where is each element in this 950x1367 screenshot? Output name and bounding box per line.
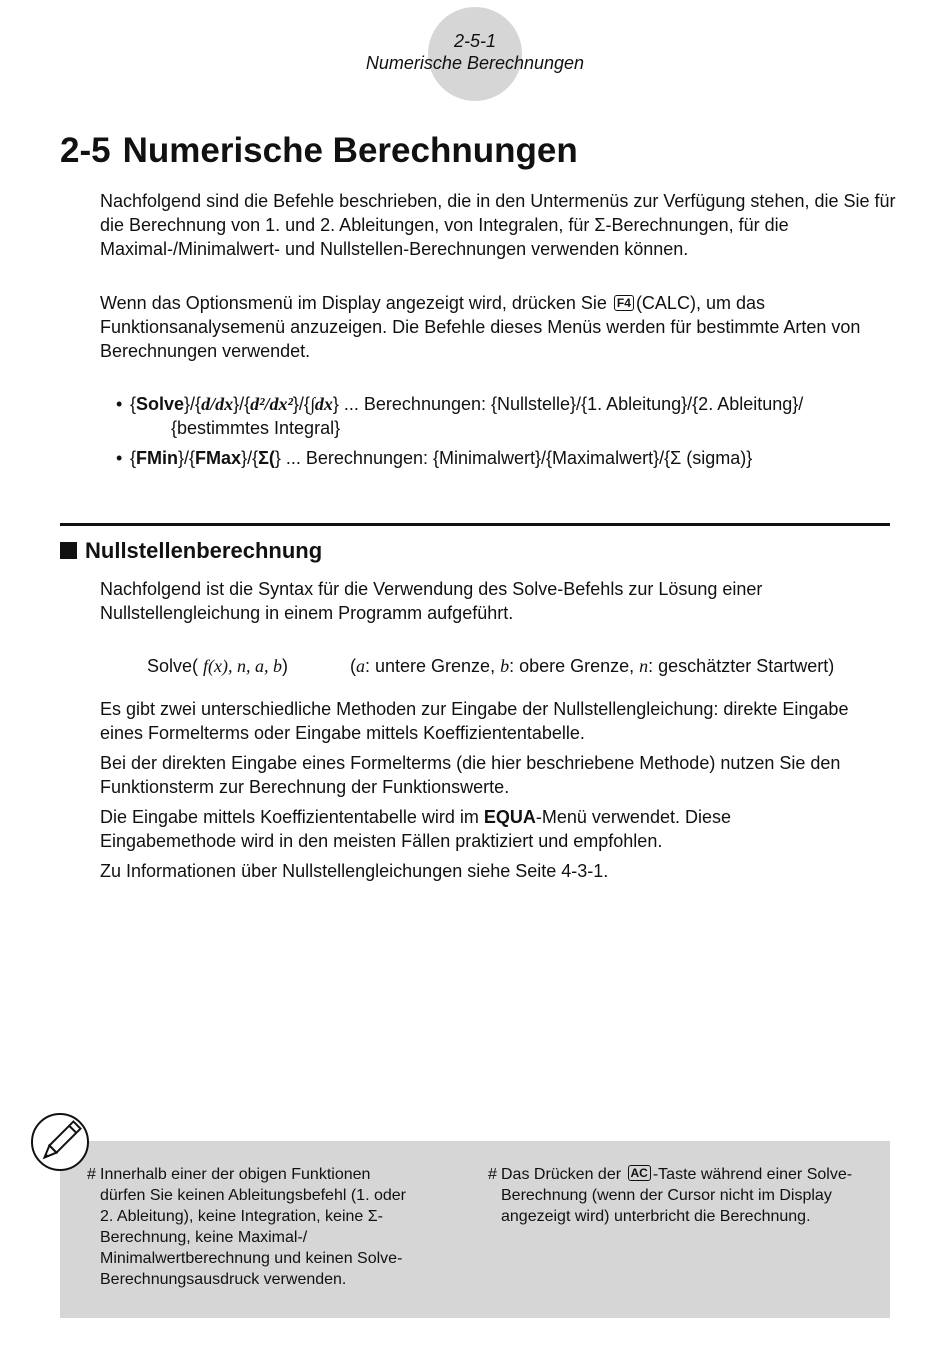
cmd-integral: ∫dx	[309, 394, 333, 414]
section-paragraph-3: Die Eingabe mittels Koeffiziententabelle wird im EQUA-Menü verwendet. Diese Eingabemethode wird in den meisten Fällen praktiziert und empfohlen.	[100, 807, 731, 851]
ac-key-icon: AC	[628, 1165, 651, 1181]
intro-paragraph-1: Nachfolgend sind die Befehle beschrieben, die in den Untermenüs zur Verfügung stehen, die Sie für die Berechnung von 1. und 2. Ableitungen, von Integralen, für Σ-Berechnungen, für die Maximal-/Minimalwert- und Nullstellen-Berechnungen verwenden können.	[100, 191, 896, 259]
bullet-continuation: {bestimmtes Integral}	[171, 418, 341, 438]
cmd-fmax: FMax	[195, 448, 242, 468]
note-right: # Das Drücken der AC -Taste während einer Solve-Berechnung (wenn der Cursor nicht im Display angezeigt wird) unterbricht die Berechnung.	[488, 1166, 853, 1225]
pencil-note-icon	[30, 1112, 90, 1172]
page-header	[300, 30, 650, 74]
cmd-sigma: Σ(	[258, 448, 275, 468]
syntax-command: Solve( f(x), n, a, b)	[147, 656, 289, 676]
chapter-title	[60, 128, 578, 174]
section-divider	[60, 523, 890, 526]
intro-paragraph-2: Wenn das Optionsmenü im Display angezeigt wird, drücken Sie F4 (CALC), um das Funktionsanalysemenü anzuzeigen. Die Befehle dieses Menüs werden für bestimmte Arten von Berechnungen verwendet.	[100, 293, 861, 361]
note-left: # Innerhalb einer der obigen Funktionen dürfen Sie keinen Ableitungsbefehl (1. oder 2. Ableitung), keine Integration, keine Σ-Berechnung, keine Maximal-/ Minimalwertberechnung und keinen Solve-Berechnungsausdruck verwenden.	[87, 1166, 406, 1288]
equa-menu-name: EQUA	[483, 807, 536, 827]
section-intro: Nachfolgend ist die Syntax für die Verwendung des Solve-Befehls zur Lösung einer Nullstellengleichung in einem Programm aufgeführt.	[100, 579, 763, 623]
f4-key-icon: F4	[614, 295, 634, 311]
section-paragraph-1: Es gibt zwei unterschiedliche Methoden zur Eingabe der Nullstellengleichung: direkte Eingabe eines Formelterms oder Eingabe mittels Koeffiziententabelle.	[100, 699, 849, 743]
cmd-second-derivative: d²/dx²	[250, 394, 293, 414]
cmd-solve: Solve	[136, 394, 185, 414]
page-number: 2-5-1	[453, 31, 497, 51]
running-title: Numerische Berechnungen	[365, 53, 585, 73]
bullet-solve-commands: • {Solve}/{d/dx}/{d²/dx²}/{∫dx} ... Berechnungen: {Nullstelle}/{1. Ableitung}/{2. Ableitung}/ {bestimmtes Integral}	[116, 392, 886, 440]
bullet-fmin-commands: • {FMin}/{FMax}/{Σ(} ... Berechnungen: {Minimalwert}/{Maximalwert}/{Σ (sigma)}	[116, 448, 753, 468]
section-title: Nullstellenberechnung	[60, 537, 322, 565]
section-paragraph-2: Bei der direkten Eingabe eines Formelterms (die hier beschriebene Methode) nutzen Sie den Funktionsterm zur Berechnung der Funktionswerte.	[100, 753, 841, 797]
cmd-fmin: FMin	[136, 448, 179, 468]
cmd-derivative: d/dx	[201, 394, 234, 414]
chapter-title-text: Numerische Berechnungen	[122, 131, 578, 170]
section-paragraph-4: Zu Informationen über Nullstellengleichungen siehe Seite 4-3-1.	[100, 861, 609, 881]
square-bullet-icon	[60, 542, 77, 559]
syntax-explanation: (a: untere Grenze, b: obere Grenze, n: geschätzter Startwert)	[350, 656, 835, 676]
chapter-number: 2-5	[60, 131, 111, 170]
